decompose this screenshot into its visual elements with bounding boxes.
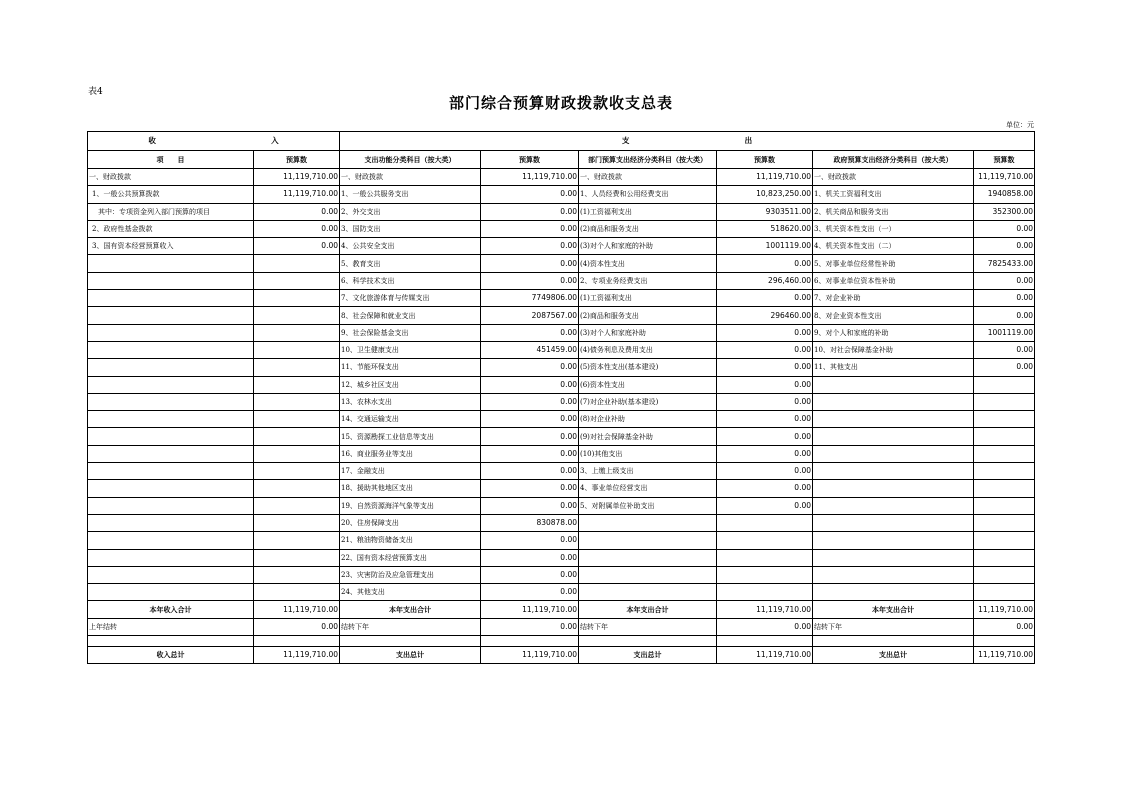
income-item-cell [88,272,254,289]
table-row [88,203,1035,220]
function-item-cell: 17、金融支出 [340,463,481,480]
function-item-cell: 19、自然资源海洋气象等支出 [340,497,481,514]
table-row [88,566,1035,583]
gov-econ-item-cell: 10、对社会保障基金补助 [813,341,974,358]
dept-econ-item-cell: (10)其他支出 [579,445,717,462]
income-item-cell [88,290,254,307]
dept-econ-amount-cell: 0.00 [717,255,813,272]
function-item-cell: 23、灾害防治及应急管理支出 [340,566,481,583]
gov-econ-item-cell: 11、其他支出 [813,359,974,376]
gov-econ-item-cell [813,376,974,393]
empty-cell [579,636,717,647]
gov-econ-item-cell: 9、对个人和家庭的补助 [813,324,974,341]
function-item-cell: 7、文化旅游体育与传媒支出 [340,290,481,307]
empty-cell [974,636,1035,647]
column-header: 预算数 [717,151,813,169]
income-amount-cell: 0.00 [254,238,340,255]
function-amount-cell: 0.00 [481,376,579,393]
dept-econ-item-cell: (9)对社会保障基金补助 [579,428,717,445]
gov-econ-item-cell [813,514,974,531]
table-row [88,290,1035,307]
income-amount-cell [254,566,340,583]
gov-econ-amount-cell [974,411,1035,428]
income-amount-cell: 11,119,710.00 [254,601,340,618]
gov-econ-amount-cell [974,514,1035,531]
function-item-cell: 一、财政拨款 [340,169,481,186]
table-row [88,307,1035,324]
function-item-cell: 4、公共安全支出 [340,238,481,255]
income-amount-cell [254,272,340,289]
function-amount-cell: 7749806.00 [481,290,579,307]
function-amount-cell: 0.00 [481,480,579,497]
table-row [88,255,1035,272]
income-item-cell: 3、国有资本经营预算收入 [88,238,254,255]
page-title: 部门综合预算财政拨款收支总表 [448,94,673,112]
gov-econ-amount-cell: 0.00 [974,618,1035,635]
dept-econ-amount-cell: 11,119,710.00 [717,647,813,664]
function-item-cell: 12、城乡社区支出 [340,376,481,393]
function-item-cell: 支出总计 [340,647,481,664]
gov-econ-amount-cell [974,480,1035,497]
dept-econ-item-cell [579,532,717,549]
income-item-cell [88,307,254,324]
gov-econ-item-cell [813,428,974,445]
dept-econ-amount-cell: 0.00 [717,480,813,497]
gov-econ-amount-cell: 1001119.00 [974,324,1035,341]
income-amount-cell: 11,119,710.00 [254,647,340,664]
income-item-cell: 1、一般公共预算拨款 [88,186,254,203]
column-header: 支出功能分类科目（按大类） [340,151,481,169]
function-item-cell: 11、节能环保支出 [340,359,481,376]
column-header: 政府预算支出经济分类科目（按大类） [813,151,974,169]
income-item-cell [88,341,254,358]
function-item-cell: 14、交通运输支出 [340,411,481,428]
table-row [88,428,1035,445]
dept-econ-item-cell [579,584,717,601]
dept-econ-item-cell: (1)工资福利支出 [579,203,717,220]
empty-cell [254,636,340,647]
gov-econ-item-cell [813,532,974,549]
function-amount-cell: 11,119,710.00 [481,169,579,186]
gov-econ-amount-cell [974,445,1035,462]
function-amount-cell: 0.00 [481,497,579,514]
gov-econ-amount-cell: 0.00 [974,307,1035,324]
dept-econ-item-cell: 3、上缴上级支出 [579,463,717,480]
dept-econ-item-cell: (1)工资福利支出 [579,290,717,307]
income-item-cell [88,411,254,428]
gov-econ-item-cell [813,393,974,410]
income-group-header [88,132,340,151]
function-amount-cell: 0.00 [481,255,579,272]
income-amount-cell: 11,119,710.00 [254,186,340,203]
year-total-row [88,601,1035,618]
column-header: 项 目 [88,151,254,169]
gov-econ-item-cell [813,584,974,601]
function-amount-cell: 0.00 [481,566,579,583]
group-header-row [88,132,1035,151]
column-header: 部门预算支出经济分类科目（按大类） [579,151,717,169]
empty-cell [813,636,974,647]
function-amount-cell: 451459.00 [481,341,579,358]
function-item-cell: 5、教育支出 [340,255,481,272]
function-amount-cell: 0.00 [481,238,579,255]
dept-econ-amount-cell [717,566,813,583]
dept-econ-amount-cell: 0.00 [717,428,813,445]
gov-econ-item-cell [813,463,974,480]
gov-econ-item-cell [813,480,974,497]
dept-econ-item-cell: (7)对企业补助(基本建设) [579,393,717,410]
income-item-cell: 其中：专项资金列入部门预算的项目 [88,203,254,220]
gov-econ-item-cell: 支出总计 [813,647,974,664]
function-item-cell: 16、商业服务业等支出 [340,445,481,462]
function-amount-cell: 0.00 [481,411,579,428]
dept-econ-amount-cell: 296,460.00 [717,272,813,289]
gov-econ-amount-cell: 0.00 [974,238,1035,255]
dept-econ-amount-cell: 0.00 [717,341,813,358]
income-amount-cell [254,532,340,549]
dept-econ-item-cell: (4)资本性支出 [579,255,717,272]
function-amount-cell: 0.00 [481,186,579,203]
table-row [88,220,1035,237]
income-amount-cell [254,255,340,272]
grand-total-row [88,647,1035,664]
income-item-cell [88,463,254,480]
dept-econ-item-cell: 1、人员经费和公用经费支出 [579,186,717,203]
dept-econ-amount-cell [717,532,813,549]
carryover-row [88,618,1035,635]
function-item-cell: 本年支出合计 [340,601,481,618]
expense-header-char-2: 出 [744,136,753,145]
dept-econ-amount-cell: 0.00 [717,445,813,462]
gov-econ-item-cell [813,566,974,583]
table-row [88,497,1035,514]
table-row [88,463,1035,480]
dept-econ-item-cell [579,514,717,531]
table-row [88,376,1035,393]
expense-header-char-1: 支 [621,136,630,145]
dept-econ-amount-cell: 0.00 [717,324,813,341]
function-amount-cell: 0.00 [481,618,579,635]
income-item-cell [88,584,254,601]
gov-econ-amount-cell: 0.00 [974,290,1035,307]
income-item-cell [88,359,254,376]
function-amount-cell: 11,119,710.00 [481,647,579,664]
dept-econ-amount-cell [717,549,813,566]
income-header-char-1: 收 [148,136,156,145]
table-row [88,411,1035,428]
income-amount-cell [254,307,340,324]
table-row [88,238,1035,255]
function-amount-cell: 0.00 [481,393,579,410]
income-item-cell [88,376,254,393]
empty-cell [88,636,254,647]
function-item-cell: 8、社会保障和就业支出 [340,307,481,324]
dept-econ-item-cell: 本年支出合计 [579,601,717,618]
function-amount-cell: 0.00 [481,463,579,480]
function-item-cell: 15、资源勘探工业信息等支出 [340,428,481,445]
income-item-cell: 上年结转 [88,618,254,635]
gov-econ-amount-cell [974,584,1035,601]
table-label: 表4 [88,87,103,97]
gov-econ-item-cell: 6、对事业单位资本性补助 [813,272,974,289]
income-amount-cell [254,480,340,497]
income-amount-cell [254,463,340,480]
income-amount-cell [254,428,340,445]
income-item-cell [88,480,254,497]
gov-econ-item-cell: 结转下年 [813,618,974,635]
function-amount-cell: 0.00 [481,359,579,376]
dept-econ-item-cell [579,566,717,583]
function-item-cell: 结转下年 [340,618,481,635]
gov-econ-amount-cell: 11,119,710.00 [974,601,1035,618]
income-amount-cell [254,359,340,376]
income-item-cell [88,532,254,549]
income-amount-cell [254,514,340,531]
dept-econ-item-cell: (3)对个人和家庭的补助 [579,238,717,255]
function-item-cell: 13、农林水支出 [340,393,481,410]
gov-econ-item-cell: 本年支出合计 [813,601,974,618]
gov-econ-amount-cell: 0.00 [974,359,1035,376]
column-header: 预算数 [254,151,340,169]
function-amount-cell: 0.00 [481,272,579,289]
gov-econ-amount-cell [974,532,1035,549]
gov-econ-item-cell: 7、对企业补助 [813,290,974,307]
table-row [88,341,1035,358]
function-amount-cell: 11,119,710.00 [481,601,579,618]
gov-econ-item-cell: 3、机关资本性支出（一） [813,220,974,237]
income-item-cell [88,497,254,514]
income-amount-cell [254,324,340,341]
function-item-cell: 1、一般公共服务支出 [340,186,481,203]
dept-econ-amount-cell [717,584,813,601]
dept-econ-item-cell: (4)债务利息及费用支出 [579,341,717,358]
table-row [88,445,1035,462]
budget-summary-table [87,131,1035,664]
dept-econ-amount-cell: 1001119.00 [717,238,813,255]
income-item-cell [88,549,254,566]
table-row [88,514,1035,531]
gov-econ-amount-cell: 0.00 [974,220,1035,237]
income-amount-cell [254,549,340,566]
income-item-cell: 一、财政拨款 [88,169,254,186]
dept-econ-amount-cell: 11,119,710.00 [717,601,813,618]
income-item-cell: 收入总计 [88,647,254,664]
table-row [88,532,1035,549]
function-amount-cell: 0.00 [481,203,579,220]
income-amount-cell: 0.00 [254,618,340,635]
function-amount-cell: 0.00 [481,428,579,445]
dept-econ-amount-cell: 11,119,710.00 [717,169,813,186]
gov-econ-item-cell: 1、机关工资福利支出 [813,186,974,203]
dept-econ-amount-cell: 0.00 [717,376,813,393]
dept-econ-item-cell: 4、事业单位经营支出 [579,480,717,497]
table-row [88,186,1035,203]
gov-econ-amount-cell: 11,119,710.00 [974,647,1035,664]
table-row [88,169,1035,186]
gov-econ-amount-cell [974,566,1035,583]
table-row [88,393,1035,410]
table-row [88,272,1035,289]
function-item-cell: 20、住房保障支出 [340,514,481,531]
function-item-cell: 2、外交支出 [340,203,481,220]
dept-econ-amount-cell: 0.00 [717,393,813,410]
gov-econ-amount-cell: 0.00 [974,341,1035,358]
table-row [88,324,1035,341]
gov-econ-amount-cell: 11,119,710.00 [974,169,1035,186]
income-item-cell: 本年收入合计 [88,601,254,618]
function-amount-cell: 0.00 [481,324,579,341]
income-item-cell [88,255,254,272]
income-amount-cell [254,497,340,514]
unit-label: 单位：元 [1006,121,1034,129]
dept-econ-item-cell: (5)资本性支出(基本建设) [579,359,717,376]
gov-econ-item-cell: 8、对企业资本性支出 [813,307,974,324]
dept-econ-item-cell: (8)对企业补助 [579,411,717,428]
dept-econ-amount-cell: 0.00 [717,411,813,428]
gov-econ-item-cell: 4、机关资本性支出（二） [813,238,974,255]
gov-econ-amount-cell [974,463,1035,480]
gov-econ-amount-cell: 0.00 [974,272,1035,289]
function-amount-cell: 0.00 [481,445,579,462]
gov-econ-item-cell [813,445,974,462]
gov-econ-item-cell: 一、财政拨款 [813,169,974,186]
dept-econ-item-cell: (3)对个人和家庭补助 [579,324,717,341]
dept-econ-amount-cell: 10,823,250.00 [717,186,813,203]
empty-cell [340,636,481,647]
dept-econ-amount-cell [717,514,813,531]
gov-econ-item-cell: 5、对事业单位经常性补助 [813,255,974,272]
table-row [88,584,1035,601]
function-item-cell: 18、援助其他地区支出 [340,480,481,497]
table-row [88,480,1035,497]
dept-econ-item-cell: (2)商品和服务支出 [579,307,717,324]
gov-econ-amount-cell [974,497,1035,514]
dept-econ-amount-cell: 0.00 [717,618,813,635]
gov-econ-amount-cell: 352300.00 [974,203,1035,220]
empty-cell [717,636,813,647]
income-item-cell [88,324,254,341]
dept-econ-item-cell [579,549,717,566]
gov-econ-item-cell: 2、机关商品和服务支出 [813,203,974,220]
function-amount-cell: 830878.00 [481,514,579,531]
dept-econ-item-cell: (2)商品和服务支出 [579,220,717,237]
function-item-cell: 3、国防支出 [340,220,481,237]
dept-econ-amount-cell: 518620.00 [717,220,813,237]
dept-econ-item-cell: 支出总计 [579,647,717,664]
function-amount-cell: 2087567.00 [481,307,579,324]
spacer-row [88,636,1035,647]
function-amount-cell: 0.00 [481,532,579,549]
gov-econ-amount-cell [974,393,1035,410]
income-amount-cell [254,411,340,428]
dept-econ-item-cell: (6)资本性支出 [579,376,717,393]
function-amount-cell: 0.00 [481,220,579,237]
income-amount-cell: 11,119,710.00 [254,169,340,186]
dept-econ-amount-cell: 0.00 [717,463,813,480]
dept-econ-amount-cell: 296460.00 [717,307,813,324]
income-item-cell [88,445,254,462]
income-amount-cell [254,376,340,393]
income-amount-cell [254,341,340,358]
function-amount-cell: 0.00 [481,549,579,566]
income-amount-cell: 0.00 [254,220,340,237]
column-header-row [88,151,1035,169]
gov-econ-amount-cell: 1940858.00 [974,186,1035,203]
dept-econ-item-cell: 结转下年 [579,618,717,635]
table-row [88,549,1035,566]
gov-econ-item-cell [813,497,974,514]
income-item-cell: 2、政府性基金拨款 [88,220,254,237]
income-item-cell [88,514,254,531]
function-item-cell: 9、社会保险基金支出 [340,324,481,341]
income-amount-cell [254,290,340,307]
income-item-cell [88,393,254,410]
income-header-char-2: 入 [271,136,279,145]
gov-econ-item-cell [813,411,974,428]
dept-econ-item-cell: 一、财政拨款 [579,169,717,186]
dept-econ-amount-cell: 0.00 [717,497,813,514]
function-item-cell: 24、其他支出 [340,584,481,601]
dept-econ-amount-cell: 0.00 [717,359,813,376]
gov-econ-item-cell [813,549,974,566]
income-item-cell [88,566,254,583]
table-row [88,359,1035,376]
income-amount-cell [254,584,340,601]
column-header: 预算数 [974,151,1035,169]
dept-econ-item-cell: 5、对附属单位补助支出 [579,497,717,514]
function-item-cell: 22、国有资本经营预算支出 [340,549,481,566]
gov-econ-amount-cell [974,549,1035,566]
function-amount-cell: 0.00 [481,584,579,601]
dept-econ-item-cell: 2、专项业务经费支出 [579,272,717,289]
income-amount-cell [254,445,340,462]
empty-cell [481,636,579,647]
gov-econ-amount-cell [974,428,1035,445]
expense-group-header [340,132,1035,151]
dept-econ-amount-cell: 0.00 [717,290,813,307]
column-header: 预算数 [481,151,579,169]
income-amount-cell [254,393,340,410]
gov-econ-amount-cell [974,376,1035,393]
dept-econ-amount-cell: 9303511.00 [717,203,813,220]
income-item-cell [88,428,254,445]
function-item-cell: 6、科学技术支出 [340,272,481,289]
income-amount-cell: 0.00 [254,203,340,220]
function-item-cell: 21、粮油物资储备支出 [340,532,481,549]
gov-econ-amount-cell: 7825433.00 [974,255,1035,272]
function-item-cell: 10、卫生健康支出 [340,341,481,358]
